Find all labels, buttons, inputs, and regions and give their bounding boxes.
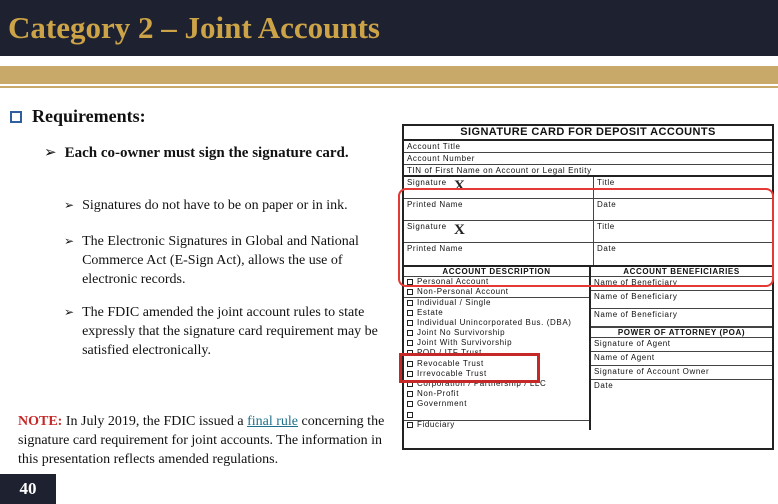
signature-label: Signature	[407, 222, 447, 231]
joint-account-highlight-box	[399, 353, 540, 383]
main-point	[44, 143, 349, 162]
checkbox-icon	[407, 412, 413, 418]
option-row: Corporation / Partnership / LLC	[404, 379, 589, 389]
sub-point-2	[64, 232, 382, 289]
note-text-1: In July 2019, the FDIC issued a	[62, 414, 248, 429]
note-paragraph	[18, 412, 388, 469]
page-number: 40	[0, 474, 56, 504]
square-bullet-icon	[10, 111, 22, 123]
option-row: Estate	[404, 308, 589, 318]
sub-point-3	[64, 303, 382, 360]
account-title-row: Account Title	[404, 141, 772, 153]
date-row: Date	[594, 381, 614, 390]
option-row: Revocable Trust	[404, 359, 589, 369]
card-title: SIGNATURE CARD FOR DEPOSIT ACCOUNTS	[404, 126, 772, 141]
account-beneficiaries-header: ACCOUNT BENEFICIARIES	[591, 267, 772, 277]
beneficiary-row: Name of Beneficiary	[591, 291, 772, 309]
checkbox-icon	[407, 391, 413, 397]
arrow-bullet-icon: ➢	[44, 143, 57, 161]
date-label: Date	[597, 244, 617, 253]
option-row: POD / ITF Trust	[404, 348, 589, 358]
arrow-bullet-icon: ➢	[64, 305, 75, 319]
sub-point-text: Signatures do not have to be on paper or in ink.	[82, 198, 348, 213]
arrow-bullet-icon: ➢	[64, 234, 75, 248]
agent-name-row: Name of Agent	[591, 352, 772, 366]
beneficiary-row: Name of Beneficiary	[591, 277, 772, 291]
option-row: Irrevocable Trust	[404, 369, 589, 379]
requirements-label: Requirements:	[32, 106, 146, 126]
main-point-text: Each co-owner must sign the signature card.	[64, 145, 349, 161]
checkbox-icon	[407, 422, 413, 428]
checkbox-icon	[407, 320, 413, 326]
agent-signature-row: Signature of Agent	[591, 338, 772, 352]
checkbox-icon	[407, 401, 413, 407]
printed-name-label: Printed Name	[404, 199, 594, 220]
option-row	[404, 409, 589, 419]
x-mark: X	[454, 222, 466, 238]
signature-highlight-box	[398, 188, 774, 287]
checkbox-icon	[407, 300, 413, 306]
option-row: Joint With Survivorship	[404, 338, 589, 348]
poa-header: POWER OF ATTORNEY (POA)	[591, 327, 772, 338]
sub-point-text: The FDIC amended the joint account rules to state expressly that the signature card requirement may be satisfied electronically.	[82, 305, 378, 358]
account-number-row: Account Number	[404, 153, 772, 165]
final-rule-link[interactable]: final rule	[247, 414, 298, 429]
option-row: Personal Account	[404, 277, 589, 287]
signature-card	[402, 124, 774, 450]
checkbox-icon	[407, 340, 413, 346]
checkbox-icon	[407, 330, 413, 336]
option-row: Government	[404, 399, 589, 409]
gold-divider-bar	[0, 66, 778, 84]
tin-row: TIN of First Name on Account or Legal Entity	[404, 165, 772, 177]
option-row: Fiduciary	[404, 420, 589, 430]
checkbox-icon	[407, 289, 413, 295]
signature-label: Signature	[407, 178, 447, 187]
checkbox-icon	[407, 310, 413, 316]
account-description-column	[404, 267, 591, 430]
date-label: Date	[597, 200, 617, 209]
arrow-bullet-icon: ➢	[64, 198, 75, 212]
gold-divider-line	[0, 86, 778, 88]
title-label: Title	[597, 178, 615, 187]
option-row: Non-Profit	[404, 389, 589, 399]
account-description-header: ACCOUNT DESCRIPTION	[404, 267, 589, 277]
beneficiaries-column	[591, 267, 772, 430]
option-row: Joint No Survivorship	[404, 328, 589, 338]
title-label: Title	[597, 222, 615, 231]
x-mark: X	[454, 178, 466, 194]
owner-signature-row: Signature of Account Owner	[591, 366, 772, 380]
note-text-2: concerning the signature card requirement for joint accounts. The information in this presentation reflects amended regulations.	[18, 414, 385, 467]
option-row: Individual / Single	[404, 297, 589, 307]
option-row: Individual Unincorporated Bus. (DBA)	[404, 318, 589, 328]
sub-point-1	[64, 196, 382, 215]
requirements-heading	[10, 106, 146, 127]
sub-point-text: The Electronic Signatures in Global and National Commerce Act (E-Sign Act), allows the use of electronic records.	[82, 234, 359, 287]
note-label: NOTE:	[18, 414, 63, 429]
slide-title: Category 2 – Joint Accounts	[8, 10, 380, 45]
beneficiary-row: Name of Beneficiary	[591, 309, 772, 327]
card-lower-grid	[404, 267, 772, 430]
option-row: Non-Personal Account	[404, 287, 589, 297]
printed-name-label: Printed Name	[404, 243, 594, 265]
